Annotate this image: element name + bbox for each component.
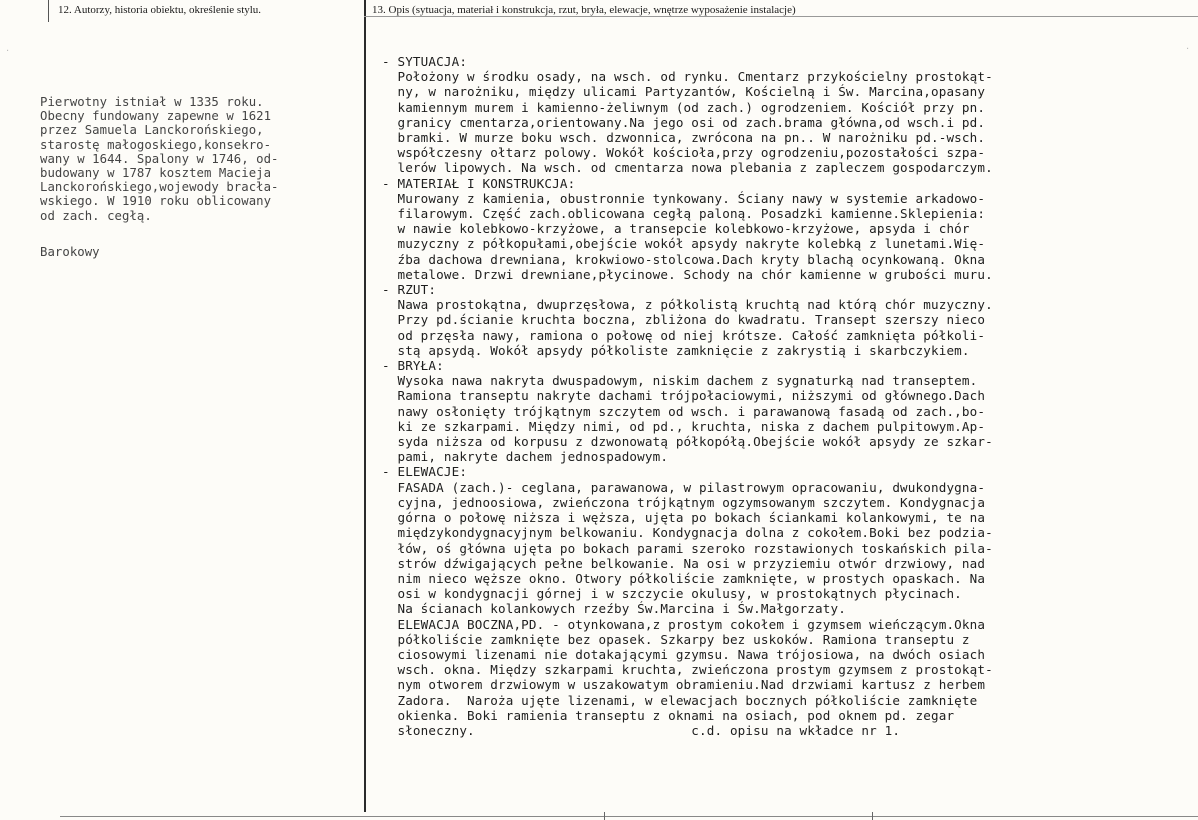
description-line: osi w kondygnacji górnej i w szczycie okulusy, w prostokątnych płycinach. [382,586,962,602]
bottom-rule [60,816,1198,817]
description-line: nym otworem drzwiowym w uszakowatym obramieniu.Nad drzwiami kartusz z herbem [382,677,986,693]
description-line: syda niższa od korpusu z dzwonowatą półkopółą.Obejście wokół apsydy ze szkar- [382,434,993,450]
description-line: słoneczny. c.d. opisu na wkładce nr 1. [382,722,901,738]
description-line: bramki. W murze boku wsch. dzwonnica, zwrócona na pn.. W narożniku pd.-wsch. [382,130,986,146]
description-line: granicy cmentarza,orientowany.Na jego osi od zach.brama główna,od wsch.i pd. [382,114,986,130]
description-line: ELEWACJA BOCZNA,PD. - otynkowana,z prostym cokołem i gzymsem wieńczącym.Okna [382,616,986,632]
history-line: Pierwotny istniał w 1335 roku. [40,95,264,109]
section-12-header: 12. Autorzy, historia obiektu, określenie stylu. [58,4,262,16]
bottom-tick [872,812,873,820]
bottom-tick [604,812,605,820]
section-heading: - RZUT: [382,282,437,298]
style-text: Barokowy [40,244,100,259]
history-line: starostę małogoskiego,konsekro- [40,137,272,152]
description-line: ciosowymi lizenami nie dotakającymi gzymsu. Nawa trójosiowa, na dwóch osiach [382,646,986,662]
history-line: Lanckorońskiego,wojewody bracła- [40,180,279,195]
description-line: Wysoka nawa nakryta dwuspadowym, niskim dachem z sygnaturką nad transeptem. [382,373,978,389]
description-text [382,54,993,738]
description-line: Murowany z kamienia, obustronnie tynkowany. Ściany nawy w systemie arkadowo- [382,190,986,206]
left-margin-rule [48,0,49,22]
description-line: filarowym. Część zach.oblicowana cegłą paloną. Posadzki kamienne.Sklepienia: [382,206,986,222]
description-line: Na ścianach kolankowych rzeźby Św.Marcina i Św.Małgorzaty. [382,601,846,617]
history-line: wskiego. W 1910 roku oblicowany [40,194,272,209]
description-line: Położony w środku osady, na wsch. od rynku. Cmentarz przykościelny prostokąt- [382,69,993,85]
history-column [40,95,279,259]
margin-mark: · [1186,44,1190,55]
description-line: nawy osłonięty trójkątnym szczytem od wsch. i parawanową fasadą od zach.,bo- [382,403,986,419]
description-line: górna o połowę niższa i węższa, ujęta po bokach ściankami kolankowymi, te na [382,510,986,526]
description-line: współczesny ołtarz polowy. Wokół kościoła,przy ogrodzeniu,pozostałości szpa- [382,145,986,161]
description-line: ki ze szkarpami. Między nimi, od pd., kruchta, niska z dachem pulpitowym.Ap- [382,418,986,434]
description-line: Przy pd.ścianie kruchta boczna, zbliżona do kwadratu. Transept szerszy nieco [382,312,986,328]
description-line: lerów lipowych. Na wsch. od cmentarza nowa plebania z zapleczem gospodarczym. [382,160,993,176]
description-line: od przęsła nawy, ramiona o połowę od niej krótsze. Całość zamknięta półkoli- [382,327,986,343]
description-line: FASADA (zach.)- ceglana, parawanowa, w pilastrowym opracowaniu, dwukondygna- [382,479,986,495]
section-heading: - BRYŁA: [382,358,444,374]
description-line: Zadora. Naroża ujęte lizenami, w elewacjach bocznych półkoliście zamknięte [382,692,978,708]
description-line: wsch. okna. Między szkarpami kruchta, zwieńczona prostym gzymsem z prostokąt- [382,662,993,678]
history-text [40,95,279,223]
section-heading: - ELEWACJE: [382,464,468,480]
description-line: Ramiona transeptu nakryte dachami trójpołaciowymi, niższymi od głównego.Dach [382,388,986,404]
history-line: od zach. cegłą. [40,208,152,223]
description-line: pami, nakryte dachem jednospadowym. [382,449,669,465]
description-line: muzyczny z półkopułami,obejście wokół apsydy nakryte kolebką z lunetami.Wię- [382,236,986,252]
description-line: kamiennym murem i kamienno-żeliwnym (od zach.) ogrodzeniem. Kościół przy pn. [382,99,986,115]
description-line: w nawie kolebkowo-krzyżowe, a transepcie kolebkowo-krzyżowe, apsyda i chór [382,221,970,237]
description-column [382,54,993,738]
description-line: metalowe. Drzwi drewniane,płycinowe. Schody na chór kamienne w grubości muru. [382,266,993,282]
history-line: wany w 1644. Spalony w 1746, od- [40,151,279,166]
margin-mark: · [6,46,10,57]
history-line: przez Samuela Lanckorońskiego, [40,123,264,138]
description-line: ny, w narożniku, między ulicami Partyzantów, Kościelną i Św. Marcina,opasany [382,84,986,100]
description-line: strów dźwigających pełne belkowanie. Na osi w przyziemiu otwór drzwiowy, nad [382,555,986,571]
description-line: nim nieco węższe okno. Otwory półkoliście zamknięte, w prostych opaskach. Na [382,570,986,586]
section-heading: - MATERIAŁ I KONSTRUKCJA: [382,175,576,191]
column-divider [364,0,366,812]
history-line: Obecny fundowany zapewne w 1621 [40,109,272,124]
header-rule [364,16,1198,17]
description-line: cyjna, jednoosiowa, zwieńczona trójkątnym ogzymsowanym szczytem. Kondygnacja [382,494,986,510]
description-line: źba dachowa drewniana, krokwiowo-stolcowa.Dach kryty blachą ocynkowaną. Okna [382,251,986,267]
description-line: łów, oś główna ujęta po bokach parami szeroko rozstawionych toskańskich pila- [382,540,993,556]
history-line: budowany w 1787 kosztem Macieja [40,166,272,181]
section-13-header: 13. Opis (sytuacja, materiał i konstrukcja, rzut, bryła, elewacje, wnętrze wyposażenie instalacje) [372,4,796,16]
section-heading: - SYTUACJA: [382,54,468,69]
description-line: Nawa prostokątna, dwuprzęsłowa, z półkolistą kruchtą nad którą chór muzyczny. [382,297,993,313]
description-line: okienka. Boki ramienia transeptu z oknami na osiach, pod oknem pd. zegar [382,707,955,723]
description-line: stą apsydą. Wokół apsydy półkoliste zamknięcie z zakrystią i skarbczykiem. [382,342,970,358]
description-line: międzykondygnacyjnym belkowaniu. Kondygnacja dolna z cokołem.Boki bez podzia- [382,525,993,541]
description-line: półkoliście zamknięte bez opasek. Szkarpy bez uskoków. Ramiona transeptu z [382,631,970,647]
